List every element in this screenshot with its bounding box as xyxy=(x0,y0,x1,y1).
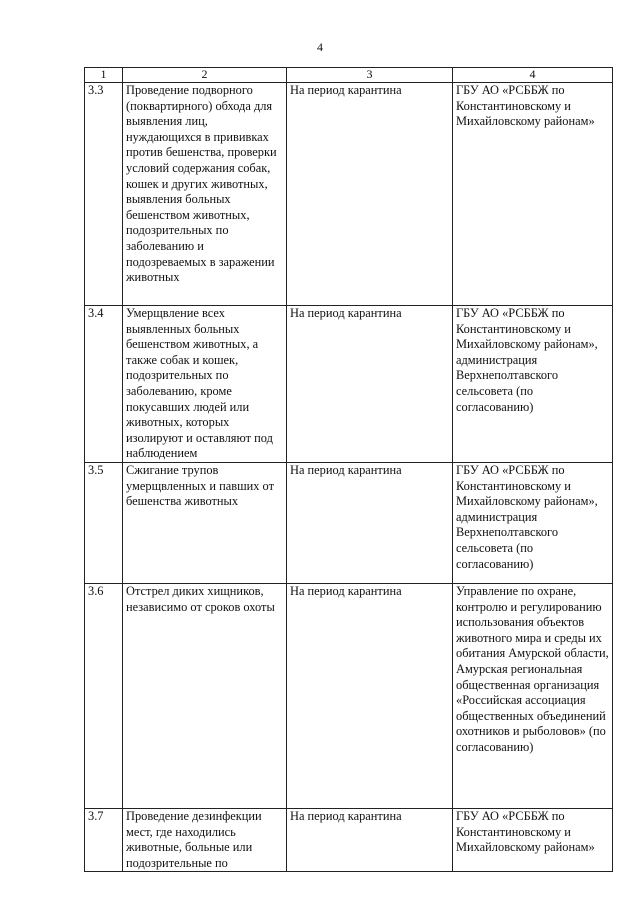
item-number: 3.5 xyxy=(85,462,123,583)
item-number: 3.7 xyxy=(85,808,123,871)
item-number: 3.3 xyxy=(85,83,123,306)
column-header: 2 xyxy=(123,68,287,83)
column-header: 4 xyxy=(453,68,613,83)
table-row xyxy=(85,83,613,306)
responsible-cell: ГБУ АО «РСББЖ по Константиновскому и Михайловскому районам», администрация Верхнеполтавского сельсовета (по согласованию) xyxy=(453,462,613,583)
measures-table xyxy=(84,67,613,872)
table-row xyxy=(85,583,613,808)
responsible-cell: Управление по охране, контролю и регулированию использования объектов животного мира и среды их обитания Амурской области, Амурская региональная общественная организация «Российская ассоциация общественных объединений охотников и рыболовов» (по согласованию) xyxy=(453,583,613,808)
activity-cell: Проведение дезинфекции мест, где находились животные, больные или подозрительные по xyxy=(123,808,287,871)
column-header: 1 xyxy=(85,68,123,83)
column-header: 3 xyxy=(287,68,453,83)
responsible-cell: ГБУ АО «РСББЖ по Константиновскому и Михайловскому районам» xyxy=(453,83,613,306)
responsible-cell: ГБУ АО «РСББЖ по Константиновскому и Михайловскому районам», администрация Верхнеполтавского сельсовета (по согласованию) xyxy=(453,306,613,463)
page-number: 4 xyxy=(317,40,323,54)
table-row xyxy=(85,306,613,463)
table-header-row xyxy=(85,68,613,83)
item-number: 3.4 xyxy=(85,306,123,463)
activity-cell: Сжигание трупов умерщвленных и павших от бешенства животных xyxy=(123,462,287,583)
period-cell: На период карантина xyxy=(287,808,453,871)
activity-cell: Умерщвление всех выявленных больных бешенством животных, а также собак и кошек, подозрительных по заболеванию, кроме покусавших людей или животных, которых изолируют и оставляют под наблюдением xyxy=(123,306,287,463)
item-number: 3.6 xyxy=(85,583,123,808)
activity-cell: Отстрел диких хищников, независимо от сроков охоты xyxy=(123,583,287,808)
period-cell: На период карантина xyxy=(287,83,453,306)
table-row xyxy=(85,462,613,583)
period-cell: На период карантина xyxy=(287,462,453,583)
period-cell: На период карантина xyxy=(287,306,453,463)
period-cell: На период карантина xyxy=(287,583,453,808)
table-row xyxy=(85,808,613,871)
responsible-cell: ГБУ АО «РСББЖ по Константиновскому и Михайловскому районам» xyxy=(453,808,613,871)
activity-cell: Проведение подворного (поквартирного) обхода для выявления лиц, нуждающихся в прививках против бешенства, проверки условий содержания собак, кошек и других животных, выявления больных бешенством животных, подозрительных по заболеванию и подозреваемых в заражении животных xyxy=(123,83,287,306)
